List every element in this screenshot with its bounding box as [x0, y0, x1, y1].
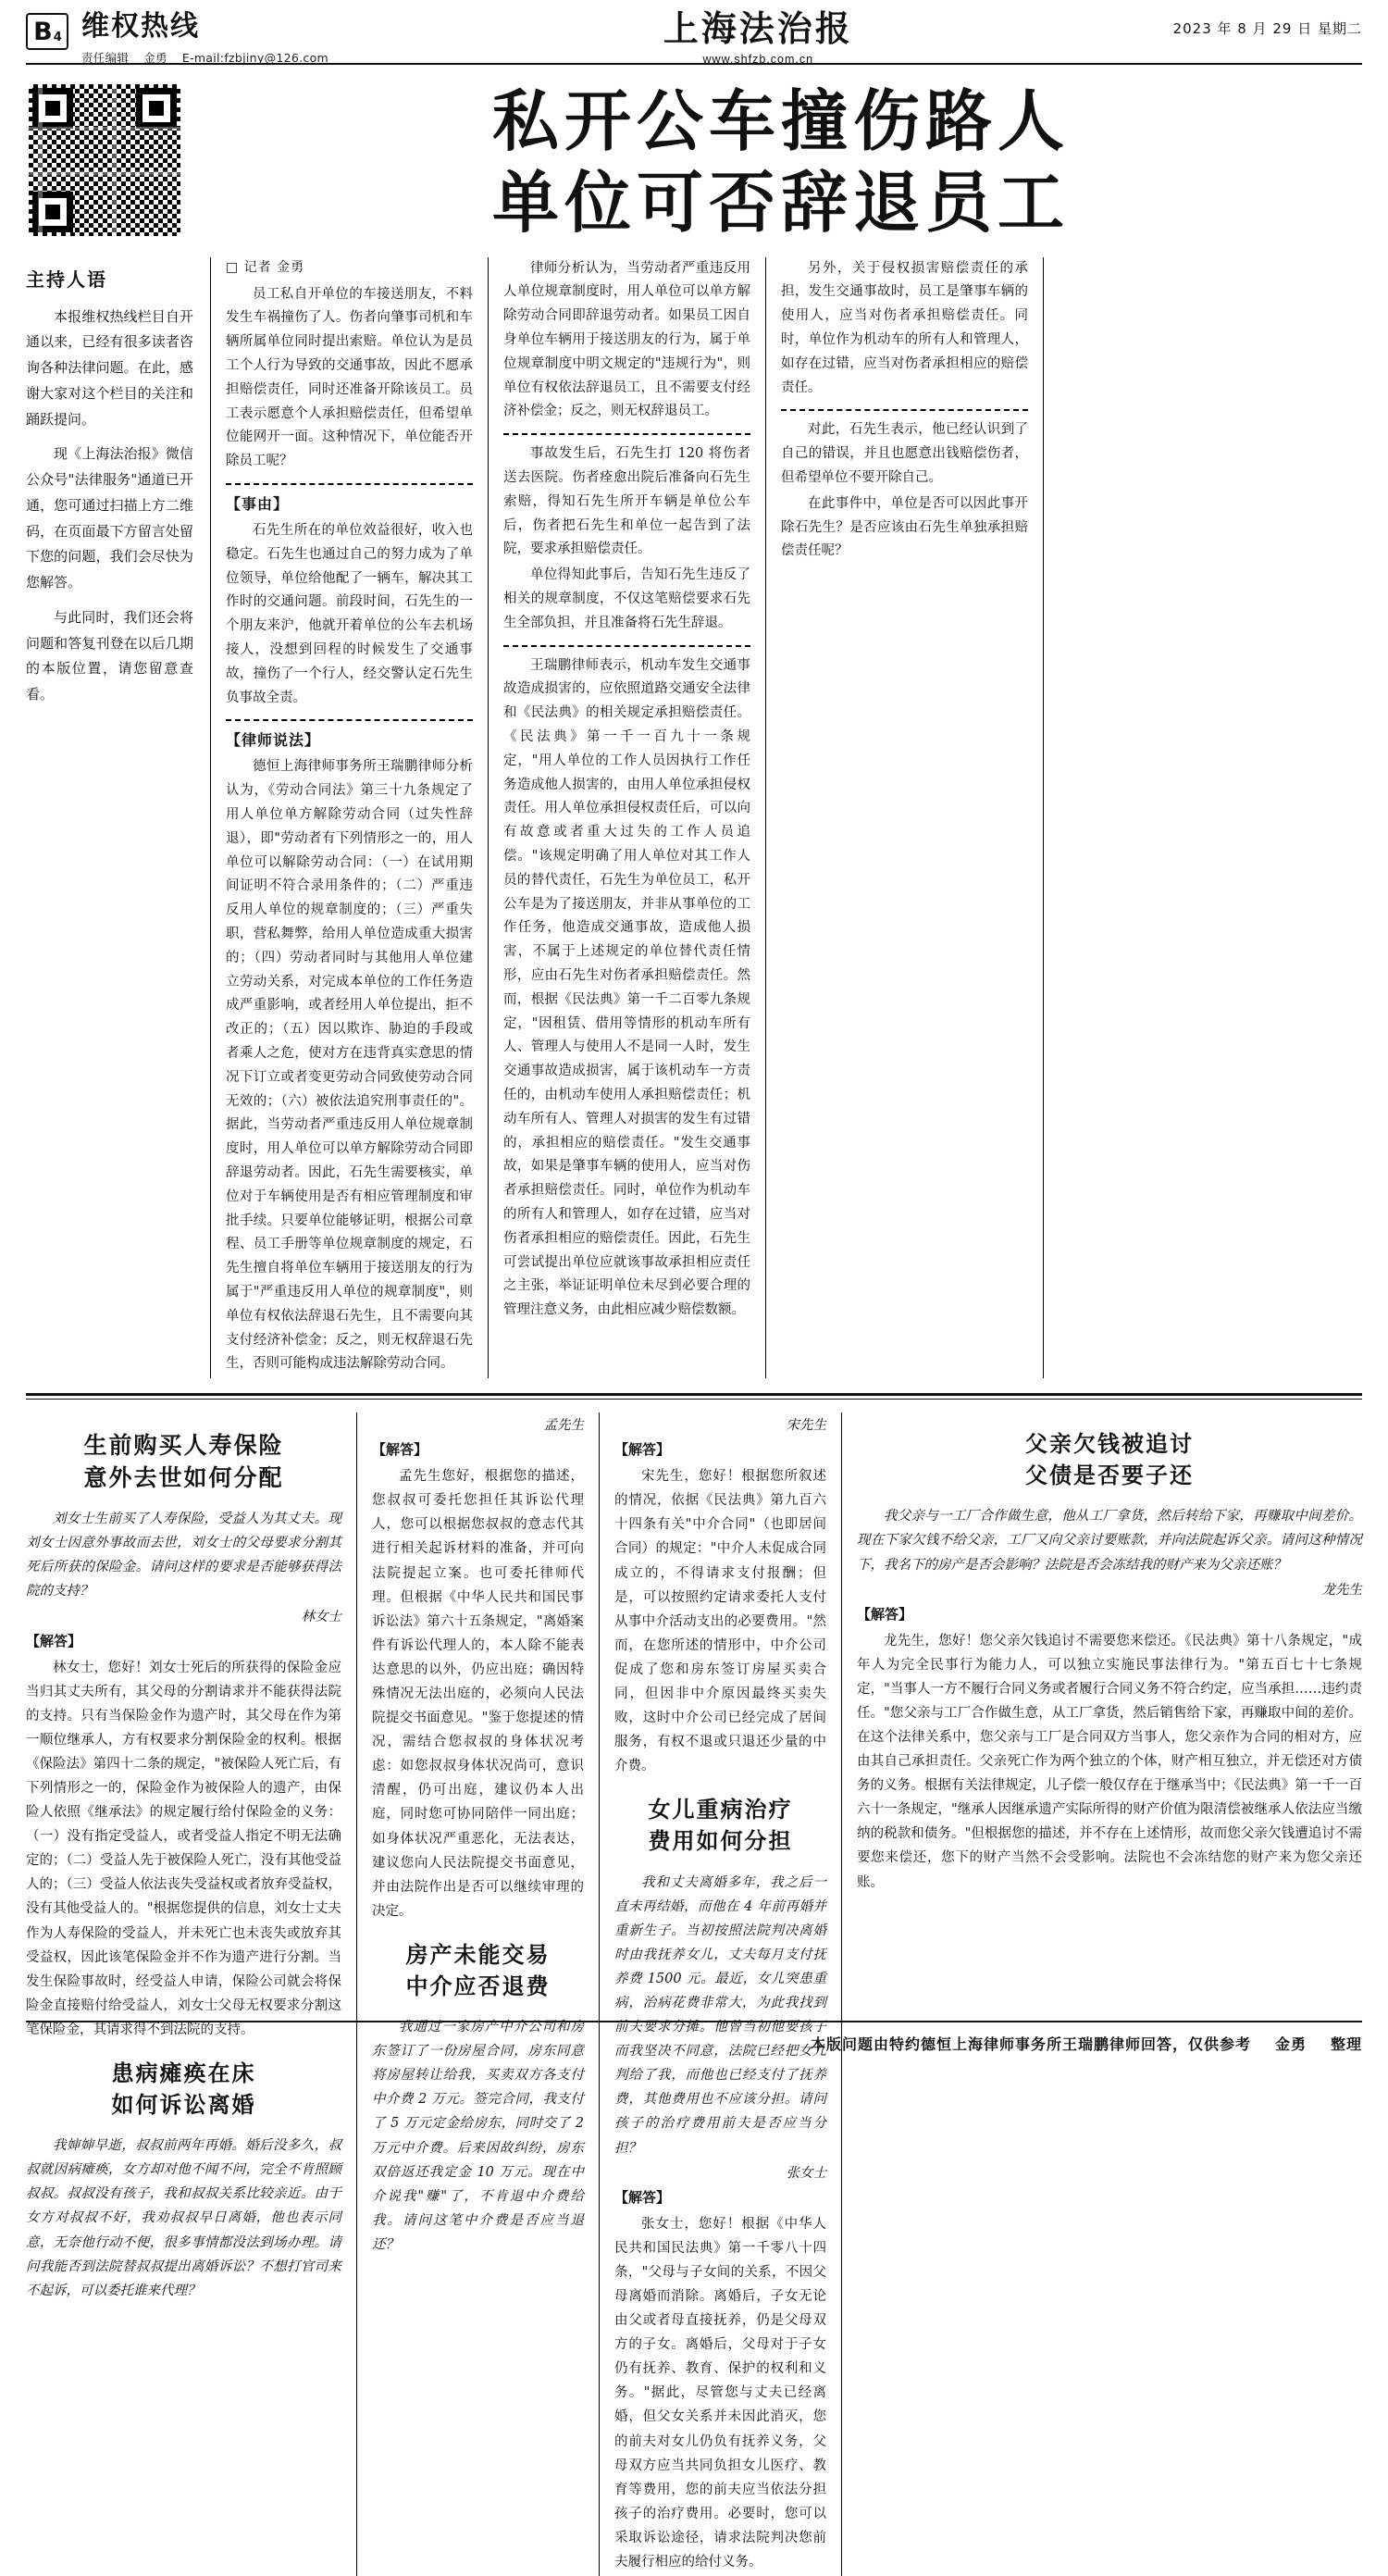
qa-question: 刘女士生前买了人寿保险，受益人为其丈夫。现刘女士因意外事故而去世，刘女士的父母要求分割其死后所获的保险金。请问这样的要求是否能够获得法院的支持？	[26, 1512, 341, 1599]
qa-title	[857, 1429, 1362, 1491]
section-title: 维权热线	[81, 10, 200, 43]
qa-title-line-2: 父债是否要子还	[1025, 1462, 1194, 1488]
qa-title-line-2: 中介应否退费	[405, 1972, 551, 1999]
publication-date: 2023 年 8 月 29 日 星期二	[1172, 20, 1362, 37]
lead-column-1	[211, 257, 489, 1378]
headline-line-1: 私开公车撞伤路人	[491, 82, 1070, 160]
qa-title	[26, 1429, 341, 1494]
qa-answer: 龙先生，您好！您父亲欠钱追讨不需要您来偿还。《民法典》第十八条规定，"成年人为完全民事行为能力人，可以独立实施民事法律行为。"第五百七十七条规定，"当事人一方不履行合同义务或者履行合同义务不符合约定，应当承担……违约责任。"您父亲与工厂合作做生意，从工厂拿货，然后销售给下家，再赚取中间的差价。在这个法律关系中，您父亲与工厂是合同双方当事人，您父亲作为合同的相对方，应由其自己承担责任。父亲死亡作为两个独立的个体，财产相互独立，并无偿还对方债务的义务。根据有关法律规定，儿子偿一般仅存在于继承当中；《民法典》第一千一百六十一条规定，"继承人因继承遗产实际所得的财产价值为限清偿被继承人依法应当缴纳的税款和债务。"但根据您的描述，并不存在上述情形，故而您父亲欠钱遭追讨不需要您来偿还，您下的财产当然不会受影响。法院也不会冻结您的财产来为您父亲还账。	[857, 1633, 1362, 1890]
dashed-divider	[503, 645, 750, 647]
page-number-badge	[26, 13, 68, 50]
qa-title-line-1: 父亲欠钱被追讨	[1025, 1431, 1194, 1458]
lead-paragraph: 另外，关于侵权损害赔偿责任的承担，发生交通事故时，员工是肇事车辆的使用人，应当对伤者承担赔偿责任。同时，单位作为机动车的所有人和管理人，如存在过错，应当对伤者承担相应的赔偿责任。	[781, 260, 1028, 395]
qa-answer-label: 【解答】	[372, 1441, 428, 1459]
qa-signer: 龙先生	[1321, 1582, 1362, 1598]
case-section-label: 【事由】	[226, 495, 290, 514]
editor-email: E-mail:fzbjiny@126.com	[181, 51, 329, 65]
qr-finder-top-left	[32, 88, 73, 129]
case-paragraph: 事故发生后，石先生打 120 将伤者送去医院。伤者痊愈出院后准备向石先生索赔，得知石先生所开车辆是单位公车后，伤者把石先生和单位一起告到了法院，要求承担赔偿责任。	[503, 446, 750, 557]
host-title: 主持人语	[26, 268, 107, 291]
qa-answer-label: 【解答】	[26, 1632, 82, 1649]
host-paragraph: 与此同时，我们还会将问题和答复刊登在以后几期的本版位置，请您留意查看。	[26, 608, 193, 703]
qa-title-line-1: 房产未能交易	[405, 1941, 551, 1968]
masthead	[26, 0, 1362, 66]
qa-question: 我婶婶早逝，叔叔前两年再婚。婚后没多久，叔叔就因病瘫痪，女方却对他不闻不问，完全不肯照顾叔叔。叔叔没有孩子，我和叔叔关系比较亲近。由于女方对叔叔不好，我劝叔叔早日离婚，他也表示同意，无奈他行动不便，很多事情都没法到场办理。请问我能否到法院替叔叔提出离婚诉讼？不想打官司来不起诉，可以委托谁来代理？	[26, 2138, 341, 2298]
host-column	[26, 257, 211, 1378]
qa-question: 我通过一家房产中介公司和房东签订了一份房屋合同，房东同意将房屋转让给我，买卖双方各支付中介费 2 万元。签完合同，我支付了 5 万元定金给房东，同时交了 2 万元中介费。后来因故纠纷，房东双倍返还我定金 10 万元。现在中介说我"赚"了，不肯退中介费给我。请问这笔中介费是否应当退还？	[372, 2020, 584, 2252]
main-columns	[26, 257, 1362, 1378]
paper-title-block	[343, 7, 1173, 66]
footer-role: 整理	[1330, 2035, 1362, 2053]
case-paragraph: 在此事件中，单位是否可以因此事开除石先生？是否应该由石先生单独承担赔偿责任呢？	[781, 495, 1028, 559]
qa-answer-label: 【解答】	[614, 1441, 671, 1459]
section-divider-thin	[26, 1399, 1362, 1400]
qa-question: 我和丈夫离婚多年，我之后一直未再结婚，而他在 4 年前再婚并重新生子。当初按照法院判决离婚时由我抚养女儿，丈夫每月支付抚养费 1500 元。最近，女儿突患重病，治病花费非常大，为此我找到前夫要求分摊。他曾当初他要孩子而我坚决不同意，法院已经把女儿判给了我，而他也已经支付了抚养费，其他费用也不应该分担。请问孩子的治疗费用前夫是否应当分担？	[614, 1874, 826, 2156]
qa-column-1	[26, 1412, 357, 2576]
case-paragraph: 对此，石先生表示，他已经认识到了自己的错误，并且也愿意出钱赔偿伤者，但希望单位不要开除自己。	[781, 422, 1028, 486]
paper-url[interactable]: www.shfzb.com.cn	[702, 53, 814, 66]
qr-finder-top-right	[136, 88, 177, 129]
footer-editor: 金勇	[1274, 2035, 1307, 2053]
headline-area	[26, 81, 1362, 244]
editor-label: 责任编辑	[81, 51, 130, 65]
qa-column-4	[842, 1412, 1362, 2576]
case-paragraph: 单位得知此事后，告知石先生违反了相关的规章制度，不仅这笔赔偿要求石先生全部负担，并且准备将石先生辞退。	[503, 567, 750, 630]
qa-title-line-1: 患病瘫痪在床	[111, 2060, 256, 2086]
footer-divider	[26, 2021, 1362, 2022]
qa-answer: 林女士，您好！刘女士死后的所获得的保险金应当归其丈夫所有，其父母的分割请求并不能获得法院的支持。只有当保险金作为遗产时，其父母在作为第一顺位继承人，方有权要求分割保险金的权利。根据《保险法》第四十二条的规定，"被保险人死亡后，有下列情形之一的，保险金作为被保险人的遗产，由保险人依照《继承法》的规定履行给付保险金的义务：（一）没有指定受益人，或者受益人指定不明无法确定的；（二）受益人先于被保险人死亡，没有其他受益人的；（三）受益人依法丧失受益权或者放弃受益权，没有其他受益人的。"根据您提供的信息，刘女士丈夫作为人寿保险的受益人，并未死亡也未丧失或放弃其受益权，因此该笔保险金并不作为遗产进行分割。当发生保险事故时，经受益人申请，保险公司就会将保险金直接赔付给受益人，刘女士父母无权要求分割这笔保险金，其请求得不到法院的支持。	[26, 1660, 341, 2037]
qa-signer: 孟先生	[543, 1418, 584, 1434]
dashed-divider	[781, 409, 1028, 411]
section-title-block	[81, 11, 343, 66]
host-paragraph: 本报维权热线栏目自开通以来，已经有很多读者咨询各种法律问题。在此，感谢大家对这个栏目的关注和踊跃提问。	[26, 307, 193, 428]
lawyer-paragraph: 德恒上海律师事务所王瑞鹏律师分析认为，《劳动合同法》第三十九条规定了用人单位单方解除劳动合同（过失性辞退），即"劳动者有下列情形之一的，用人单位可以解除劳动合同：（一）在试用期间证明不符合录用条件的；（二）严重违反用人单位的规章制度的；（三）严重失职，营私舞弊，给用人单位造成重大损害的；（四）劳动者同时与其他用人单位建立劳动关系，对完成本单位的工作任务造成严重影响，或者经用人单位提出，拒不改正的；（五）因以欺诈、胁迫的手段或者乘人之危，使对方在违背真实意思的情况下订立或者变更劳动合同致使劳动合同无效的；（六）被依法追究刑事责任的"。据此，当劳动者严重违反用人单位规章制度时，用人单位可以单方解除劳动合同即辞退劳动者。因此，石先生需要核实，单位对于车辆使用是否有相应管理制度和审批手续。只要单位能够证明，根据公司章程、员工手册等单位规章制度的规定，石先生擅自将单位车辆用于接送朋友的行为属于"严重违反用人单位的规章制度"，则单位有权依法辞退石先生，且不需要向其支付经济补偿金；反之，则无权辞退石先生，否则可能构成违法解除劳动合同。	[226, 759, 473, 1372]
qa-title-line-2: 意外去世如何分配	[83, 1464, 284, 1492]
page-badge-number: 4	[53, 30, 62, 44]
qa-answer: 宋先生，您好！根据您所叙述的情况，依据《民法典》第九百六十四条有关"中介合同"（也即居间合同）的规定："中介人未促成合同成立的，不得请求支付报酬；但是，可以按照约定请求委托人支付从事中介活动支出的必要费用。"然而，在您所述的情形中，中介公司促成了您和房东签订房屋买卖合同，但因非中介原因最终买卖失败，这时中介公司已经完成了居间服务，有权不退或只退还少量的中介费。	[614, 1469, 826, 1774]
host-paragraph: 现《上海法治报》微信公众号"法律服务"通道已开通，您可通过扫描上方二维码，在页面最下方留言处留下您的问题，我们会尽快为您解答。	[26, 445, 193, 591]
qa-answer-label: 【解答】	[857, 1605, 913, 1623]
qa-question: 我父亲与一工厂合作做生意，他从工厂拿货，然后转给下家，再赚取中间差价。现在下家欠钱不给父亲，工厂又向父亲讨要账款，并向法院起诉父亲。请问这种情况下，我名下的房产是否会影响？法院是否会冻结我的财产来为父亲还账？	[857, 1509, 1362, 1573]
masthead-left	[26, 11, 343, 66]
qa-title-line-1: 女儿重病治疗	[648, 1797, 793, 1823]
footer-credit	[0, 2033, 1362, 2054]
editor-name: 金勇	[143, 51, 167, 65]
qr-finder-bottom-left	[32, 192, 73, 232]
case-paragraph: 石先生所在的单位效益很好，收入也稳定。石先生也通过自己的努力成为了单位领导，单位给他配了一辆车，解决其工作时的交通问题。前段时间，石先生的一个朋友来沪，他就开着单位的公车去机场接人，没想到回程的时候发生了交通事故，撞伤了一个行人，经交警认定石先生负事故全责。	[226, 523, 473, 705]
lawyer-section-label: 【律师说法】	[226, 731, 321, 750]
paper-name: 上海法治报	[663, 7, 853, 49]
qa-column-3	[600, 1412, 842, 2576]
footer-text: 本版问题由特约德恒上海律师事务所王瑞鹏律师回答，仅供参考	[810, 2035, 1251, 2053]
qa-answer: 张女士，您好！根据《中华人民共和国民法典》第一千零八十四条，"父母与子女间的关系，不因父母离婚而消除。离婚后，子女无论由父或者母直接抚养，仍是父母双方的子女。离婚后，父母对于子女仍有抚养、教育、保护的权利和义务。"据此，尽管您与丈夫已经离婚，但父女关系并未因此消灭，您的前夫对女儿仍负有抚养义务，父母双方应当共同负担女儿医疗、教育等费用，您的前夫应当依法分担孩子的治疗费用。必要时，您可以采取诉讼途径，请求法院判决您前夫履行相应的给付义务。	[614, 2216, 826, 2570]
qa-title-line-2: 如何诉讼离婚	[111, 2091, 256, 2118]
headline-line-2: 单位可否辞退员工	[491, 163, 1070, 242]
wechat-qr-code[interactable]	[26, 81, 183, 239]
qa-answer-label: 【解答】	[614, 2188, 671, 2206]
page-badge-letter: B	[33, 17, 53, 46]
qa-title	[372, 1940, 584, 2002]
editor-line	[81, 49, 343, 66]
lead-paragraph: 员工私自开单位的车接送朋友，不料发生车祸撞伤了人。伤者向肇事司机和车辆所属单位同时提出索赔。单位认为是员工个人行为导致的交通事故，因此不愿承担赔偿责任，同时还准备开除该员工。员工表示愿意个人承担赔偿责任，但希望单位能网开一面。这种情况下，单位能否开除员工呢？	[226, 286, 473, 469]
qa-title	[26, 2059, 341, 2121]
headline-column	[191, 81, 1362, 244]
qa-signer: 宋先生	[786, 1418, 826, 1434]
dashed-divider	[226, 719, 473, 721]
qa-signer: 张女士	[786, 2165, 826, 2181]
qa-column-2	[357, 1412, 600, 2576]
dashed-divider	[226, 483, 473, 485]
qr-container	[26, 81, 191, 244]
lead-paragraph: 律师分析认为，当劳动者严重违反用人单位规章制度时，用人单位可以单方解除劳动合同即辞退劳动者。如果员工因自身单位车辆用于接送朋友的行为，属于单位规章制度中明文规定的"违规行为"，则单位有权依法辞退员工，且不需要支付经济补偿金；反之，则无权辞退员工。	[503, 260, 750, 419]
lead-column-3	[766, 257, 1044, 1378]
dashed-divider	[503, 433, 750, 435]
qa-answer: 孟先生您好，根据您的描述，您叔叔可委托您担任其诉讼代理人，您可以根据您叔叔的意志代其进行相关起诉材料的准备，并可向法院提起立案。也可委托律师代理。但根据《中华人民共和国民事诉讼法》第六十五条规定，"离婚案件有诉讼代理人的，本人除不能表达意思的以外，仍应出庭；确因特殊情况无法出庭的，必须向人民法院提交书面意见。"鉴于您提述的情况，需结合您叔叔的身体状况考虑：如您叔叔身体状况尚可，意识清醒，仍可出庭，建议仍本人出庭，同时您可协同陪伴一同出庭；如身体状况严重恶化，无法表达，建议您向人民法院提交书面意见，并由法院作出是否可以继续审理的决定。	[372, 1469, 584, 1919]
qa-section	[26, 1412, 1362, 2576]
section-divider	[26, 1393, 1362, 1396]
lawyer-paragraph: 王瑞鹏律师表示，机动车发生交通事故造成损害的，应依照道路交通安全法律和《民法典》的相关规定承担赔偿责任。《民法典》第一千一百九十一条规定，"用人单位的工作人员因执行工作任务造成他人损害的，由用人单位承担侵权责任。用人单位承担侵权责任后，可以向有故意或者重大过失的工作人员追偿。"该规定明确了用人单位对其工作人员的替代责任，石先生为单位员工，私开公车是为了接送朋友，并非从事单位的工作任务，他造成交通事故，造成他人损害，不属于上述规定的单位替代责任情形，应由石先生对伤者承担赔偿责任。然而，根据《民法典》第一千二百零九条规定，"因租赁、借用等情形的机动车所有人、管理人与使用人不是同一人时，发生交通事故造成损害，属于该机动车一方责任的，由机动车使用人承担赔偿责任；机动车所有人、管理人对损害的发生有过错的，承担相应的赔偿责任。"发生交通事故，如果是肇事车辆的使用人，应当对伤者承担赔偿责任。同时，单位作为机动车的所有人和管理人，如存在过错，应当对伤者承担相应的赔偿责任。因此，石先生可尝试提出单位应就该事故承担相应责任之主张，举证证明单位未尽到必要合理的管理注意义务，由此相应减少赔偿数额。	[503, 657, 750, 1318]
qa-title	[614, 1795, 826, 1857]
qa-title-line-1: 生前购买人寿保险	[83, 1432, 284, 1460]
qa-title-line-2: 费用如何分担	[648, 1827, 793, 1854]
qa-signer: 林女士	[301, 1609, 341, 1624]
byline: □ 记者 金勇	[226, 259, 305, 275]
lead-column-2	[489, 257, 766, 1378]
